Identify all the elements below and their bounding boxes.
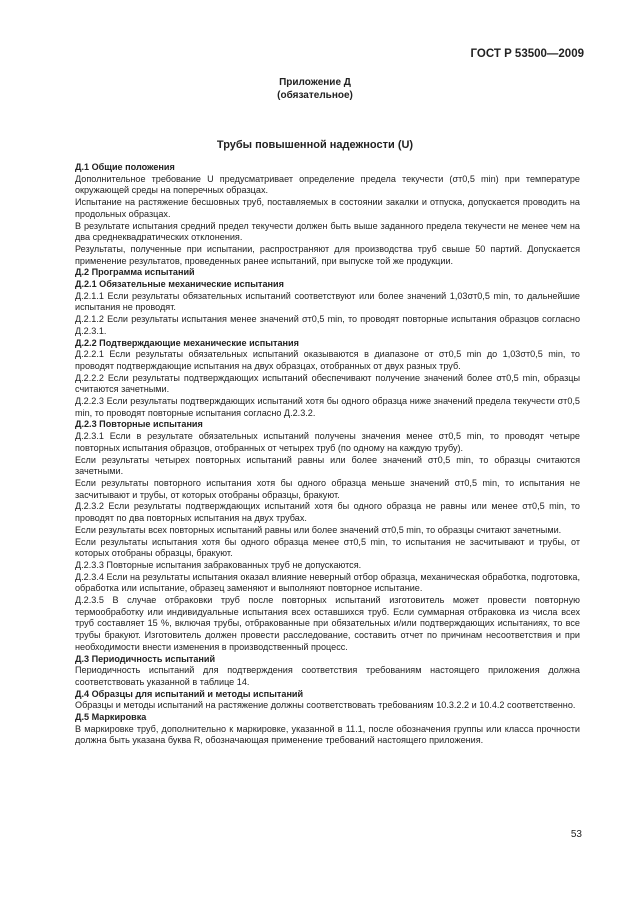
page-number: 53 xyxy=(570,829,582,840)
appendix-label: Приложение Д xyxy=(279,77,351,88)
paragraph: Образцы и методы испытаний на растяжение должны соответствовать требованиям 10.3.2.2 и 10.4.2 соответственно. xyxy=(75,700,576,711)
appendix-status: (обязательное) xyxy=(277,90,353,101)
paragraph: Если результаты всех повторных испытаний равны или более значений σт0,5 min, то образцы считают зачетными. xyxy=(75,524,562,535)
paragraph: Д.2.1.1 Если результаты обязательных испытаний соответствуют или более значений 1,03σт0,5 min, то дальнейшие испытания не проводят. xyxy=(75,290,580,313)
paragraph: Д.2.2.2 Если результаты подтверждающих испытаний обеспечивают получение значений более σт0,5 min, образцы считаются зачетными. xyxy=(75,372,580,395)
section-heading: Д.5 Маркировка xyxy=(75,712,147,723)
paragraph: Д.2.2.1 Если результаты обязательных испытаний оказываются в диапазоне от σт0,5 min до 1,03σт0,5 min, то проводят подтверждающие испытания на двух образцах, отобранных от двух разных труб. xyxy=(75,349,580,371)
paragraph: Если результаты испытания хотя бы одного образца менее σт0,5 min, то испытания не засчитывают и трубы, от которых отобраны образцы, бракуют. xyxy=(75,536,580,559)
paragraph: Д.2.3.2 Если результаты подтверждающих испытаний хотя бы одного образца не равны или менее σт0,5 min, то проводят по два повторных испытания на двух трубах. xyxy=(75,501,580,524)
paragraph: В маркировке труб, дополнительно к маркировке, указанной в 11.1, после обозначения группы или класса прочности должна быть указана буква R, обозначающая применение требований настоящего приложения. xyxy=(75,723,580,746)
paragraph: Периодичность испытаний для подтверждения соответствия требованиям настоящего приложения должна соответствовать указанной в таблице 14. xyxy=(75,665,580,687)
section-heading: Д.4 Образцы для испытаний и методы испытаний xyxy=(75,688,304,699)
appendix-heading xyxy=(0,76,630,102)
paragraph: В результате испытания средний предел текучести должен быть выше заданного предела текучести не менее чем на два среднеквадратических отклонения. xyxy=(75,220,580,243)
section-heading: Д.2.2 Подтверждающие механические испытания xyxy=(75,337,299,348)
paragraph: Испытание на растяжение бесшовных труб, поставляемых в состоянии закалки и отпуска, допускается проводить на продольных образцах. xyxy=(75,197,580,219)
section-heading: Д.2.1 Обязательные механические испытания xyxy=(75,279,284,290)
document-body xyxy=(75,162,580,747)
standard-number: ГОСТ Р 53500—2009 xyxy=(470,48,584,60)
section-heading: Д.3 Периодичность испытаний xyxy=(75,653,216,664)
section-heading: Д.2 Программа испытаний xyxy=(75,267,195,278)
paragraph: Дополнительное требование U предусматривает определение предела текучести (σт0,5 min) при температуре окружающей среды на поперечных образцах. xyxy=(75,173,580,196)
paragraph: Д.2.3.4 Если на результаты испытания оказал влияние неверный отбор образца, механическая обработка, подготовка, обработка или испытание, образец заменяют и выполняют повторное испытание. xyxy=(75,571,580,594)
paragraph: Д.2.1.2 Если результаты испытания менее значений σт0,5 min, то проводят повторные испытания образцов согласно Д.2.3.1. xyxy=(75,314,580,336)
paragraph: Результаты, полученные при испытании, распространяют для производства труб свыше 50 партий. Допускается применение результатов, проведенных ранее испытаний, при выпуске той же продукции. xyxy=(75,243,580,266)
paragraph: Если результаты повторного испытания хотя бы одного образца меньше значений σт0,5 min, то испытания не засчитывают и трубы, от которых отобраны образцы, бракуют. xyxy=(75,477,580,500)
paragraph: Если результаты четырех повторных испытаний равны или более значений σт0,5 min, то образцы считаются зачетными. xyxy=(75,454,580,477)
page-title: Трубы повышенной надежности (U) xyxy=(216,139,414,151)
paragraph: Д.2.2.3 Если результаты подтверждающих испытаний хотя бы одного образца ниже значений предела текучести σт0,5 min, то проводят повторные испытания согласно Д.2.3.2. xyxy=(75,396,580,418)
paragraph: Д.2.3.3 Повторные испытания забракованных труб не допускаются. xyxy=(75,559,362,570)
section-heading: Д.1 Общие положения xyxy=(75,162,175,172)
paragraph: Д.2.3.1 Если в результате обязательных испытаний получены значения менее σт0,5 min, то проводят четыре повторных испытания образцов, отобранных от четырех труб (по одному на каждую трубу). xyxy=(75,431,580,453)
paragraph: Д.2.3.5 В случае отбраковки труб после повторных испытаний изготовитель может провести повторную термообработку или индивидуальные испытания всех оставшихся труб. Если суммарная отбраковка из числа всех труб составляет 15 %, включая трубы, отбракованные при обязательных и/или подтверждающих испытаниях, то все трубы бракуют. Изготовитель должен провести расследование, составить отчет по причинам несоответствия и при необходимости внести изменения в производственный процесс. xyxy=(75,595,580,652)
section-heading: Д.2.3 Повторные испытания xyxy=(75,419,203,430)
